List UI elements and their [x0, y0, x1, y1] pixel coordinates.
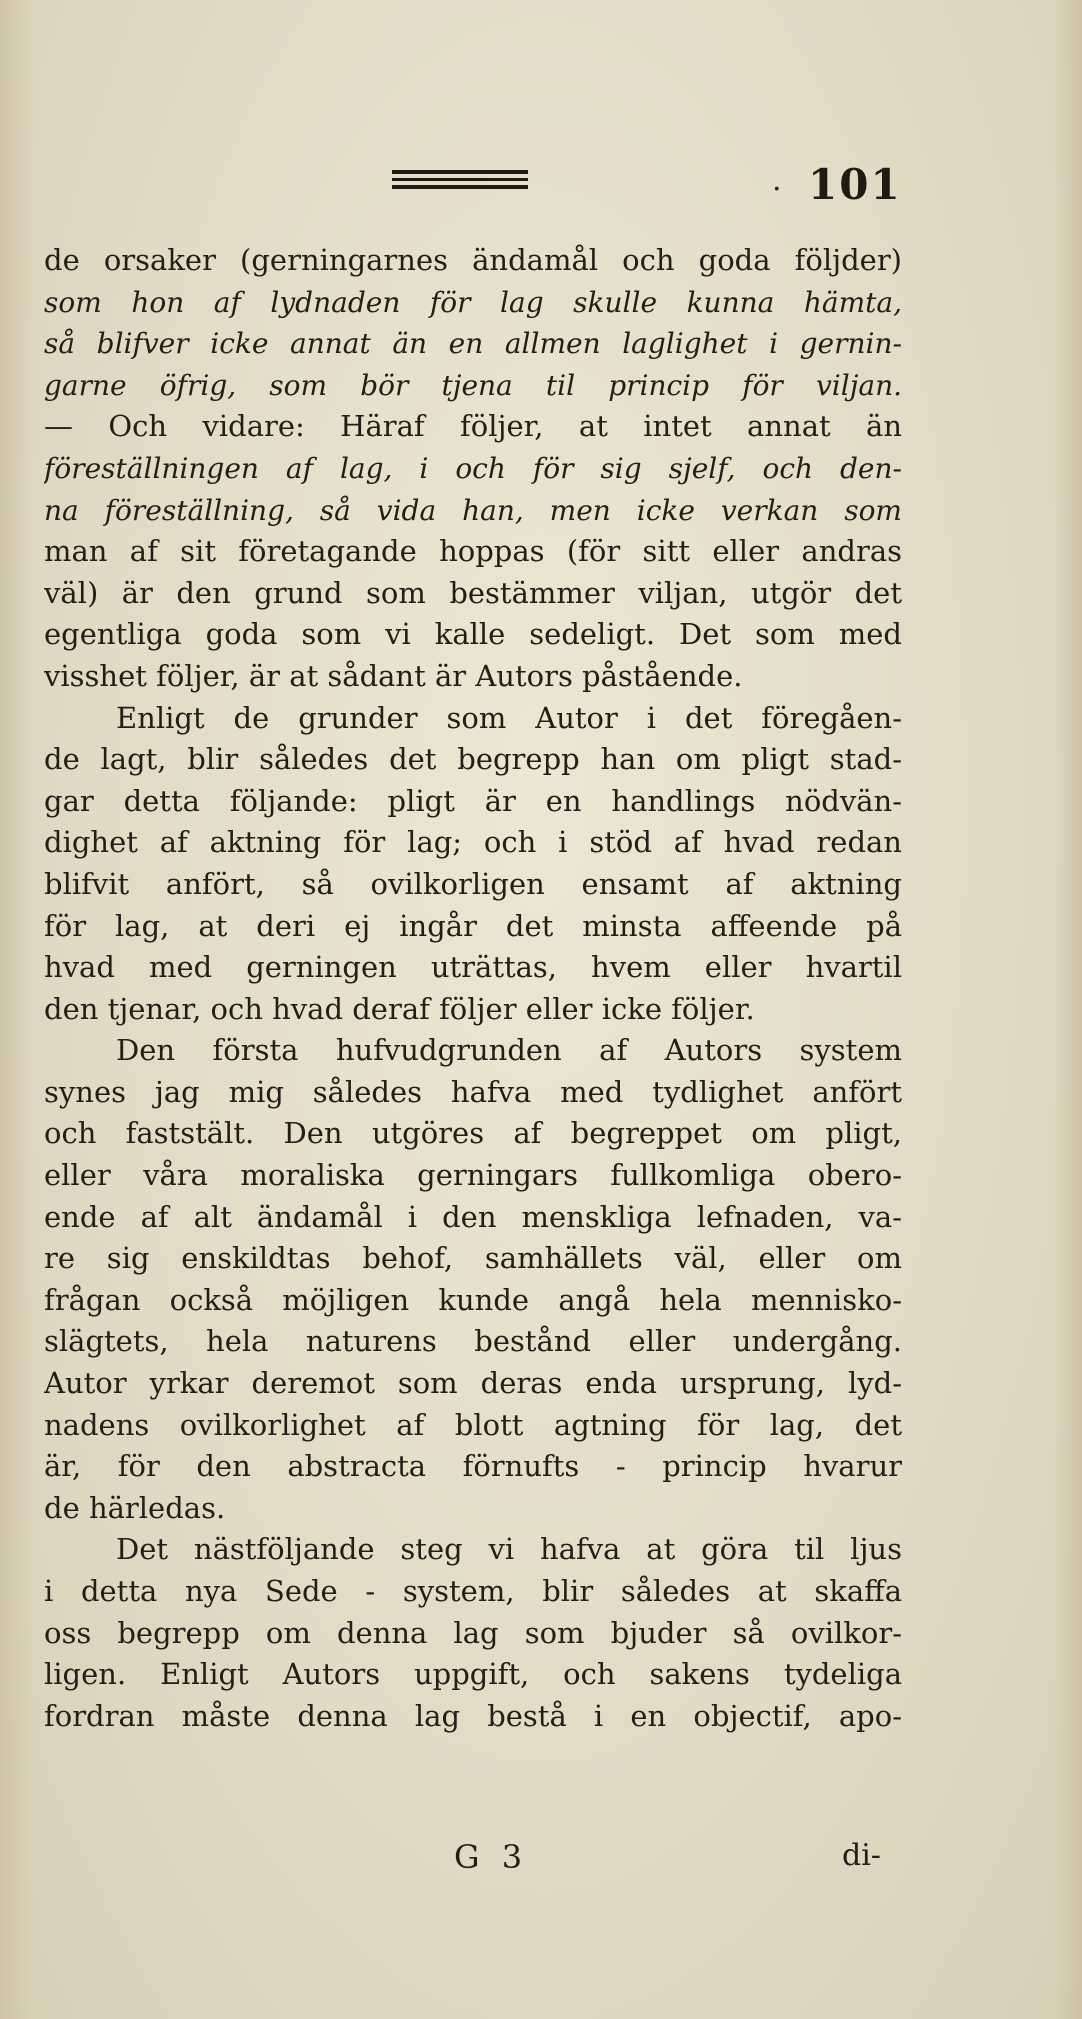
ornamental-rule — [392, 170, 528, 192]
text-line: den tjenar, och hvad deraf följer eller icke följer. — [44, 991, 755, 1026]
text-line: ligen. Enligt Autors uppgift, och sakens tydeliga — [44, 1657, 902, 1692]
text-line: ende af alt ändamål i den menskliga lefnaden, va- — [44, 1199, 902, 1234]
text-line: slägtets, hela naturens bestånd eller undergång. — [44, 1324, 902, 1359]
text-line: visshet följer, är at sådant är Autors påstående. — [44, 658, 743, 693]
text-line: frågan också möjligen kunde angå hela mennisko- — [44, 1282, 902, 1317]
catchword: di- — [842, 1838, 881, 1873]
text-line: de orsaker (gerningarnes ändamål och goda följder) — [44, 243, 902, 277]
text-line: föreställningen af lag, i och för sig sjelf, och den- — [44, 451, 902, 485]
page-number: 101 — [808, 160, 902, 209]
text-line: dighet af aktning för lag; och i stöd af hvad redan — [44, 825, 902, 860]
page-header — [0, 160, 1082, 220]
signature-mark: G 3 — [454, 1838, 529, 1876]
text-line: synes jag mig således hafva med tydlighet anfört — [44, 1074, 902, 1109]
text-line: man af sit företagande hoppas (för sitt eller andras — [44, 534, 902, 569]
text-line: — Och vidare: Häraf följer, at intet annat än — [44, 409, 902, 444]
text-line: som hon af lydnaden för lag skulle kunna hämta, — [44, 285, 902, 319]
text-line: blifvit anfört, så ovilkorligen ensamt af aktning — [44, 866, 902, 901]
text-line: nadens ovilkorlighet af blott agtning för lag, det — [44, 1407, 902, 1442]
text-line: na föreställning, så vida han, men icke verkan som — [44, 493, 902, 527]
page-number-dot: · — [772, 172, 782, 207]
text-line: garne öfrig, som bör tjena til princip för viljan. — [44, 368, 902, 402]
text-line: de lagt, blir således det begrepp han om pligt stad- — [44, 742, 902, 777]
text-line: eller våra moraliska gerningars fullkomliga obero- — [44, 1158, 902, 1193]
text-line: gar detta följande: pligt är en handlings nödvän- — [44, 783, 902, 818]
text-line: oss begrepp om denna lag som bjuder så ovilkor- — [44, 1615, 902, 1650]
body-text — [44, 240, 902, 1737]
text-line: egentliga goda som vi kalle sedeligt. Det som med — [44, 617, 902, 652]
text-line: Den första hufvudgrunden af Autors system — [116, 1033, 902, 1068]
text-line: re sig enskildtas behof, samhällets väl, eller om — [44, 1241, 902, 1276]
text-line: så blifver icke annat än en allmen laglighet i gernin- — [44, 327, 902, 361]
text-line: de härledas. — [44, 1490, 226, 1525]
text-line: i detta nya Sede - system, blir således at skaffa — [44, 1574, 902, 1608]
text-line: för lag, at deri ej ingår det minsta affeende på — [44, 908, 902, 943]
text-line: Autor yrkar deremot som deras enda ursprung, lyd- — [44, 1366, 902, 1401]
text-line: Enligt de grunder som Autor i det föregåen- — [116, 700, 902, 735]
text-line: Det nästföljande steg vi hafva at göra til ljus — [116, 1532, 902, 1567]
text-line: är, för den abstracta förnufts - princip hvarur — [44, 1449, 902, 1484]
page-footer — [0, 1838, 1082, 1888]
text-line: hvad med gerningen uträttas, hvem eller hvartil — [44, 950, 902, 985]
text-line: fordran måste denna lag bestå i en objectif, apo- — [44, 1698, 902, 1733]
text-line: och faststält. Den utgöres af begreppet om pligt, — [44, 1116, 902, 1151]
text-line: väl) är den grund som bestämmer viljan, utgör det — [44, 575, 902, 610]
